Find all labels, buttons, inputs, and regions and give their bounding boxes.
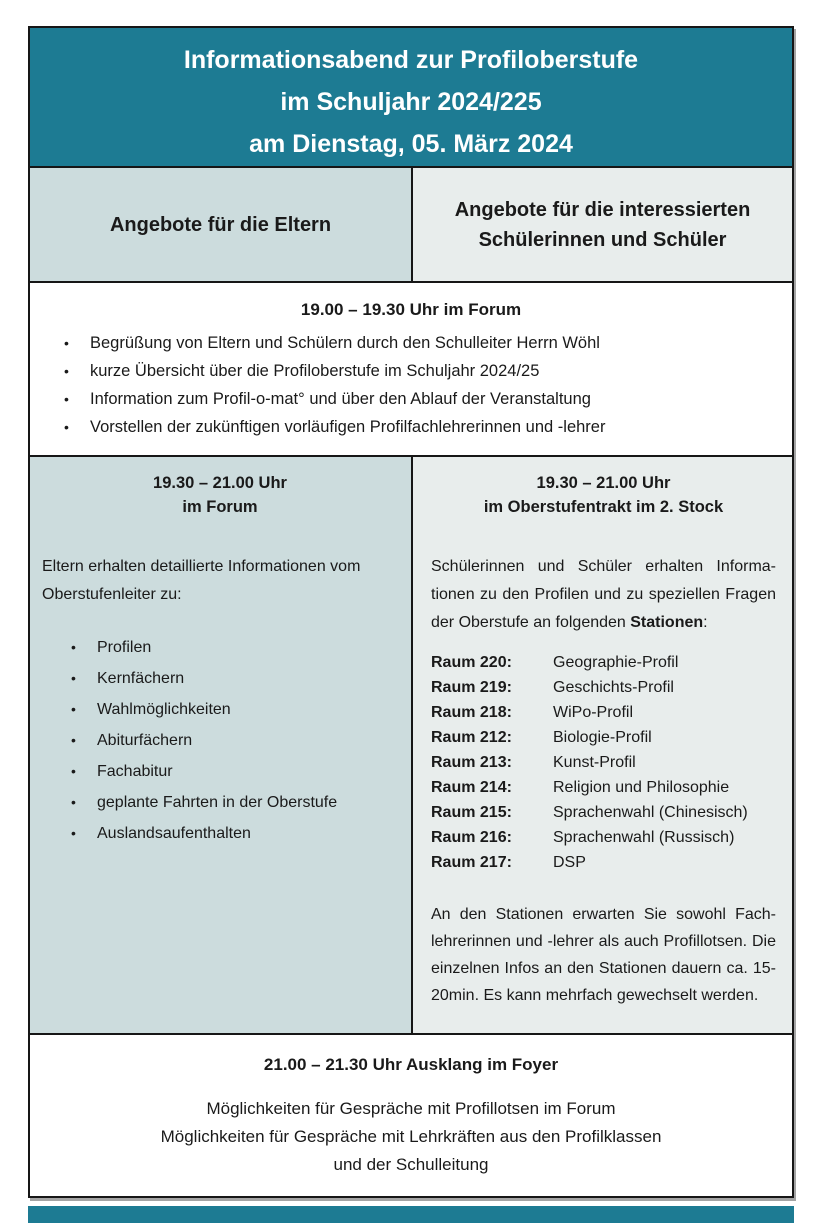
closing-title: 21.00 – 21.30 Uhr Ausklang im Foyer [263,1055,559,1074]
forum-bullet-list [30,329,792,441]
room-value: DSP [553,854,586,871]
column-header-parents-label: Angebote für die Eltern [109,213,332,236]
bullet-item [71,663,399,694]
bullet-item [64,357,780,385]
column-header-parents [30,168,413,281]
parents-place: im Forum [182,498,258,516]
parents-topic-list [41,632,399,849]
room-row [431,750,776,775]
room-value: Sprachenwahl (Russisch) [553,829,735,846]
title-banner [30,28,792,166]
title-line: im Schuljahr 2024/225 [280,88,542,116]
column-header-students-line1: Angebote für die interessierten [454,198,751,221]
room-value: Geographie-Profil [553,654,679,671]
bullet-item [71,787,399,818]
students-intro-colon: : [703,614,708,631]
closing-line: und der Schulleitung [333,1155,489,1174]
bullet-text: Begrüßung von Eltern und Schülern durch den Schulleiter Herrn Wöhl [90,334,600,352]
section-parallel-1930 [30,455,792,1033]
section-closing-2100 [30,1033,792,1196]
closing-lines [30,1095,792,1179]
bullet-text: Profilen [97,639,152,656]
title-line: Informationsabend zur Profiloberstufe [183,46,639,74]
bullet-icon: • [71,825,76,841]
room-value: WiPo-Profil [553,704,634,721]
section-forum-1900 [30,281,792,455]
bullet-item [64,385,780,413]
room-label: Raum 213: [431,754,512,771]
title-line: am Dienstag, 05. März 2024 [249,130,573,158]
room-label: Raum 218: [431,704,512,721]
parents-intro: Eltern erhalten detaillierte Informationen vom Oberstufenleiter zu: [42,558,361,603]
room-value: Kunst-Profil [553,754,636,771]
bullet-icon: • [64,363,69,379]
bullet-item [71,818,399,849]
closing-line: Möglichkeiten für Gespräche mit Lehrkräften aus den Profilklassen [160,1127,662,1146]
bullet-text: Abiturfächern [97,732,193,749]
bullet-icon: • [71,701,76,717]
bullet-text: Kernfächern [97,670,185,687]
bullet-item [71,694,399,725]
bullet-item [71,725,399,756]
bullet-item [71,632,399,663]
students-intro-text: Schülerinnen und Schüler erhalten Informationen zu den Profilen und zu speziellen Fragen der Oberstufe an folgenden [431,558,776,631]
bullet-text: Fachabitur [97,763,173,780]
parents-cell [30,457,413,1033]
bullet-icon: • [71,794,76,810]
room-row [431,650,776,675]
room-label: Raum 214: [431,779,512,796]
students-place: im Oberstufentrakt im 2. Stock [483,498,724,516]
column-header-students-line2: Schülerinnen und Schüler [478,228,727,251]
room-station-list [431,650,776,875]
students-intro-bold: Stationen [630,614,704,631]
room-row [431,850,776,875]
room-label: Raum 212: [431,729,512,746]
bullet-item [71,756,399,787]
section-forum-title: 19.00 – 19.30 Uhr im Forum [300,300,522,319]
room-label: Raum 219: [431,679,512,696]
bullet-icon: • [71,639,76,655]
students-intro [431,553,776,637]
room-value: Sprachenwahl (Chinesisch) [553,804,748,821]
room-value: Biologie-Profil [553,729,652,746]
bullet-icon: • [71,670,76,686]
students-outro: An den Stationen erwarten Sie sowohl Fachlehrerinnen und -lehrer als auch Profillotsen. Die einzelnen Infos an den Stationen dauern ca. 15-20min. Es kann mehrfach gewechselt werden. [431,906,776,1004]
bullet-text: kurze Übersicht über die Profiloberstufe im Schuljahr 2024/25 [90,362,540,380]
room-value: Religion und Philosophie [553,779,730,796]
bullet-item [64,413,780,441]
students-time: 19.30 – 21.00 Uhr [536,474,671,492]
bullet-icon: • [64,419,69,435]
room-row [431,775,776,800]
info-table [28,26,794,1198]
bullet-text: Wahlmöglichkeiten [97,701,231,718]
students-cell [413,457,792,1033]
bullet-text: Vorstellen der zukünftigen vorläufigen Profilfachlehrerinnen und -lehrer [90,418,606,436]
footer-accent-bar [28,1206,794,1223]
room-row [431,700,776,725]
room-row [431,675,776,700]
bullet-icon: • [64,335,69,351]
room-row [431,725,776,750]
closing-line: Möglichkeiten für Gespräche mit Profillotsen im Forum [206,1099,616,1118]
bullet-icon: • [71,763,76,779]
bullet-icon: • [71,732,76,748]
bullet-text: Auslandsaufenthalten [97,825,251,842]
parents-time: 19.30 – 21.00 Uhr [153,474,287,492]
room-row [431,800,776,825]
bullet-text: geplante Fahrten in der Oberstufe [97,794,338,811]
room-label: Raum 217: [431,854,512,871]
column-header-row [30,166,792,281]
bullet-text: Information zum Profil-o-mat° und über den Ablauf der Veranstaltung [90,390,591,408]
column-header-students [413,168,792,281]
room-label: Raum 216: [431,829,512,846]
bullet-item [64,329,780,357]
room-label: Raum 215: [431,804,512,821]
bullet-icon: • [64,391,69,407]
room-row [431,825,776,850]
room-value: Geschichts-Profil [553,679,674,696]
room-label: Raum 220: [431,654,512,671]
